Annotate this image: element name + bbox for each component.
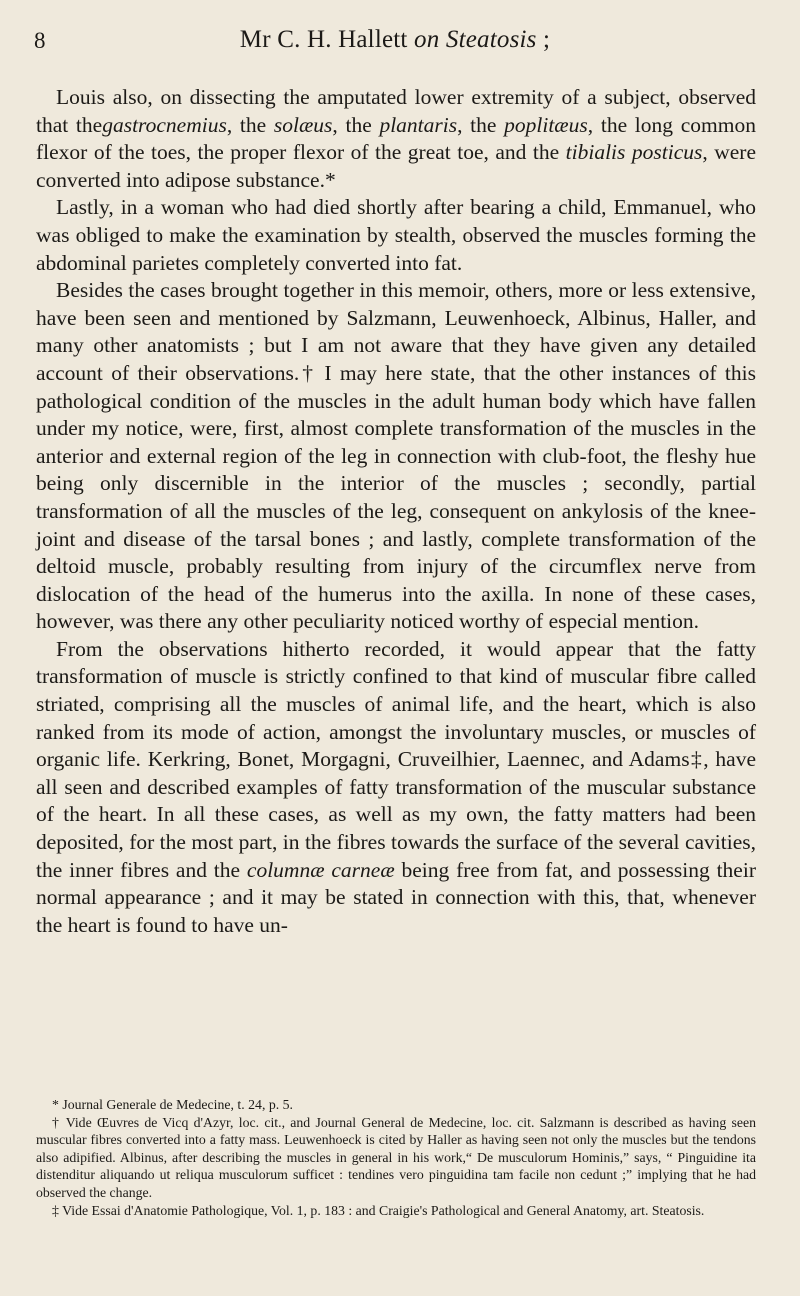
paragraph-3: Besides the cases brought together in this memoir, others, more or less extensive, have been seen and mentioned by Salzmann, Leuwenhoeck, Albinus, Haller, and many other anatomists ; but I am not aware that they have given any detailed account of their observations.† I may here state, that the other instances of this pathological condition of the muscles in the adult human body which have fallen under my notice, were, first, almost complete transformation of the muscles in the anterior and external region of the leg in connection with club-foot, the fleshy hue being only discernible in the interior of the muscles ; secondly, partial transformation of all the muscles of the leg, consequent on ankylosis of the knee-joint and disease of the tarsal bones ; and lastly, complete transformation of the deltoid muscle, probably resulting from injury of the circumflex nerve from dislocation of the head of the humerus into the axilla. In none of these cases, however, was there any other peculiarity noticed worthy of especial mention. [36, 278, 756, 634]
running-head-punct: ; [536, 26, 551, 53]
anatomical-term: columnæ carneæ [246, 857, 395, 882]
footnote-1: * Journal Generale de Medecine, t. 24, p. 5. [52, 1097, 293, 1112]
page-header [34, 22, 756, 62]
text-run: , the [226, 112, 274, 137]
muscle-name: plantaris [379, 112, 458, 137]
text-run: From the observations hitherto recorded, it would appear that the fatty transformation of muscle is strictly confined to that kind of muscular fibre called striated, comprising all the muscles of animal life, and the heart, which is also ranked from its mode of action, amongst the involuntary muscles, or muscles of organic life. Kerkring, Bonet, Morgagni, Cruveilhier, Laennec, and Adams‡, have all seen and described examples of fatty transformation of the muscular substance of the heart. In all these cases, as well as my own, the fatty matters had been deposited, for the most part, in the fibres towards the surface of the several cavities, the inner fibres and the [36, 636, 756, 882]
muscle-name: tibialis posticus [565, 140, 703, 165]
text-run: Louis also, on dissecting the amputated lower extremity of a subject, observed that the [36, 85, 756, 137]
paragraph-4 [36, 636, 756, 940]
running-head-on: on [414, 26, 440, 53]
muscle-name: gastrocnemius [102, 112, 227, 137]
text-run: , the long common flexor of the toes, the proper flexor of the great toe, and the [36, 112, 756, 165]
text-run: , the [457, 112, 505, 137]
running-head [34, 26, 756, 54]
muscle-name: poplitæus [504, 112, 588, 137]
footnote-3: ‡ Vide Essai d'Anatomie Pathologique, Vol. 1, p. 183 : and Craigie's Pathological and General Anatomy, art. Steatosis. [52, 1202, 705, 1218]
paragraph-2: Lastly, in a woman who had died shortly after bearing a child, Emmanuel, who was obliged to make the examination by stealth, observed the muscles forming the abdominal parietes completely converted into fat. [36, 195, 756, 275]
page-number: 8 [34, 28, 46, 53]
muscle-name: solæus [273, 112, 333, 137]
text-run: being free from fat, and possessing their normal appearance ; and it may be stated in connection with this, that, whenever the heart is found to have un- [36, 857, 756, 937]
text-run: , were converted into adipose substance.* [36, 140, 756, 192]
text-run: , the [332, 112, 380, 137]
paragraph-1 [36, 84, 756, 194]
main-text [36, 84, 756, 939]
footnote-2: † Vide Œuvres de Vicq d'Azyr, loc. cit., and Journal General de Medecine, loc. cit. Salzmann is described as having seen muscular fibres converted into a fatty mass. Leuwenhoeck is cited by Haller as having seen not only the muscles but the tendons also adipified. Albinus, after describing the muscles in general in his work,“ De musculorum Hominis,” says, “ Pinguidine ita distenditur aliquando ut reliqua musculorum sufficet : tendines vero pinguidina tam facile non cedunt ;” implying that he had observed the change. [36, 1114, 756, 1200]
running-head-subject: Steatosis [445, 26, 537, 53]
running-head-author: Mr C. H. Hallett [239, 26, 415, 53]
footnotes [36, 1096, 756, 1219]
